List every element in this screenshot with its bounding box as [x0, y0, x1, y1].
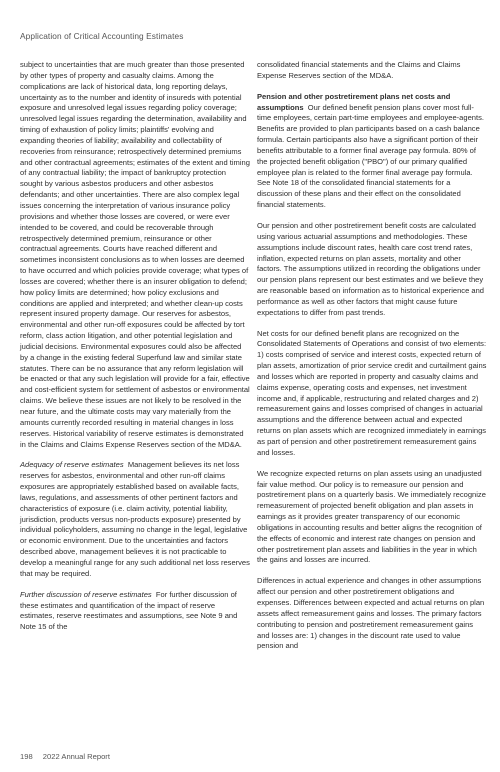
body-paragraph: Differences in actual experience and changes in other assumptions affect our pension and other postretirement obligations and expenses. Differences between expected and actual returns on plan assets affect remeasurement gains and losses. The primary factors contributing to pension and postretirement remeasurement gains and losses are: 1) changes in the discount rate used to value pension and: [257, 576, 485, 651]
body-paragraph: [20, 590, 250, 633]
body-paragraph: [20, 460, 250, 579]
left-column: [20, 60, 250, 633]
paragraph-lead: Adequacy of reserve estimates: [20, 460, 124, 470]
page-number: 198: [20, 752, 33, 761]
body-paragraph: Our pension and other postretirement benefit costs are calculated using various actuarial assumptions and methodologies. These assumptions include discount rates, health care cost trend rates, inflation, expected returns on plan assets, mortality and other factors. The assumptions utilized in recording the obligations under our pension plans represent our best estimates and we believe they are reasonable based on information as to historical experience and performance as well as other factors that might cause future expectations to differ from past trends.: [257, 220, 484, 317]
paragraph-lead: Pension and other postretirement plans net costs and assumptions: [257, 91, 451, 112]
paragraph-text: Our defined benefit pension plans cover most full-time employees, certain part-time employees and employee-agents. Benefits are provided to plan participants based on a cash balance formula. Certain participants also have a significant portion of their benefits attributable to a former final average pay formula. 80% of the projected benefit obligation ("PBO") of our primary qualified employee plan is related to the former final average pay formula. See Note 18 of the consolidated financial statements for a discussion of these plans and their effect on the consolidated financial statements.: [257, 102, 484, 210]
paragraph-lead: Further discussion of reserve estimates: [20, 589, 152, 599]
body-paragraph: [257, 92, 487, 211]
right-column: [257, 60, 487, 652]
paragraph-text: Management believes its net loss reserves for asbestos, environmental and other run-off claims exposures are appropriately established based on available facts, laws, regulations, and assessments of other pertinent factors and characteristics of exposure (i.e. claim activity, potential liability, jurisdiction, products versus non-products exposure) presented by individual policyholders, assuming no change in the legal, legislative or economic environment. Due to the uncertainties and factors described above, management believes it is not practicable to develop a meaningful range for any such additional net loss reserves that may be required.: [20, 460, 250, 578]
paragraph-text: For further discussion of these estimates and quantification of the impact of reserve estimates, reserve reestimates and assumptions, see Note 9 and Note 15 of the: [20, 589, 238, 632]
report-title: 2022 Annual Report: [42, 752, 110, 761]
body-paragraph: subject to uncertainties that are much greater than those presented by other types of property and casualty claims. Among the complications are lack of historical data, long reporting delays, uncertainty as to the number and identity of insureds with potential exposure and unresolved legal issues regarding policy coverage; unresolved legal issues regarding the determination, availability and timing of exhaustion of policy limits; plaintiffs' evolving and expanding theories of liability; availability and collectability of recoveries from reinsurance; retrospectively determined premiums and other contractual agreements; estimates of the extent and timing of any contractual liability; the impact of bankruptcy protection sought by various asbestos producers and other asbestos defendants; and other uncertainties. There are also complex legal issues concerning the interpretation of various insurance policy provisions and whether those losses are covered, or were ever intended to be covered, and could be recoverable through retrospectively determined premium, reinsurance or other contractual agreements. Courts have reached different and sometimes inconsistent conclusions as to when losses are deemed to have occurred and which policies provide coverage; what types of losses are covered; whether there is an insurer obligation to defend; how policy limits are determined; how policy exclusions and conditions are applied and interpreted; and whether clean-up costs represent insured property damage. Our reserves for asbestos, environmental and other run-off exposures could be affected by tort reform, class action litigation, and other potential legislation and judicial decisions. Environmental exposures could also be affected by a change in the existing federal Superfund law and similar state statutes. There can be no assurance that any reform legislation will be enacted or that any such legislation will provide for a fair, effective and cost-efficient system for settlement of asbestos or environmental claims. We believe these issues are not likely to be resolved in the near future, and the ultimate costs may vary materially from the amounts currently recorded resulting in material changes in loss reserves. Historical variability of reserve estimates is demonstrated in the Claims and Claims Expense Reserves section of the MD&A.: [20, 60, 250, 449]
body-paragraph: Net costs for our defined benefit plans are recognized on the Consolidated Statements of Operations and consist of two elements: 1) costs comprised of service and interest costs, expected return of plan assets, amortization of prior service credit and curtailment gains and losses which are reported in property and casualty claims and claims expense, operating costs and expenses, net investment income and, if applicable, restructuring and related charges and 2) remeasurement gains and losses comprised of changes in actuarial assumptions and the difference between actual and expected returns on plan assets which are recognized immediately in earnings as part of pension and other postretirement remeasurement gains and losses.: [257, 328, 487, 457]
body-paragraph: consolidated financial statements and the Claims and Claims Expense Reserves section of the MD&A.: [257, 60, 461, 80]
page-header: Application of Critical Accounting Estimates: [20, 31, 184, 41]
page-footer: [20, 752, 110, 761]
body-paragraph: We recognize expected returns on plan assets using an unadjusted fair value method. Our policy is to remeasure our pension and postretirement plans on a quarterly basis. We immediately recognize remeasurement of projected benefit obligation and plan assets in earnings as it provides greater transparency of our economic obligations in accounting results and better aligns the recognition of the effects of economic and interest rate changes on pension and other postretirement plan assets and liabilities in the year in which the gains and losses are incurred.: [257, 468, 486, 565]
